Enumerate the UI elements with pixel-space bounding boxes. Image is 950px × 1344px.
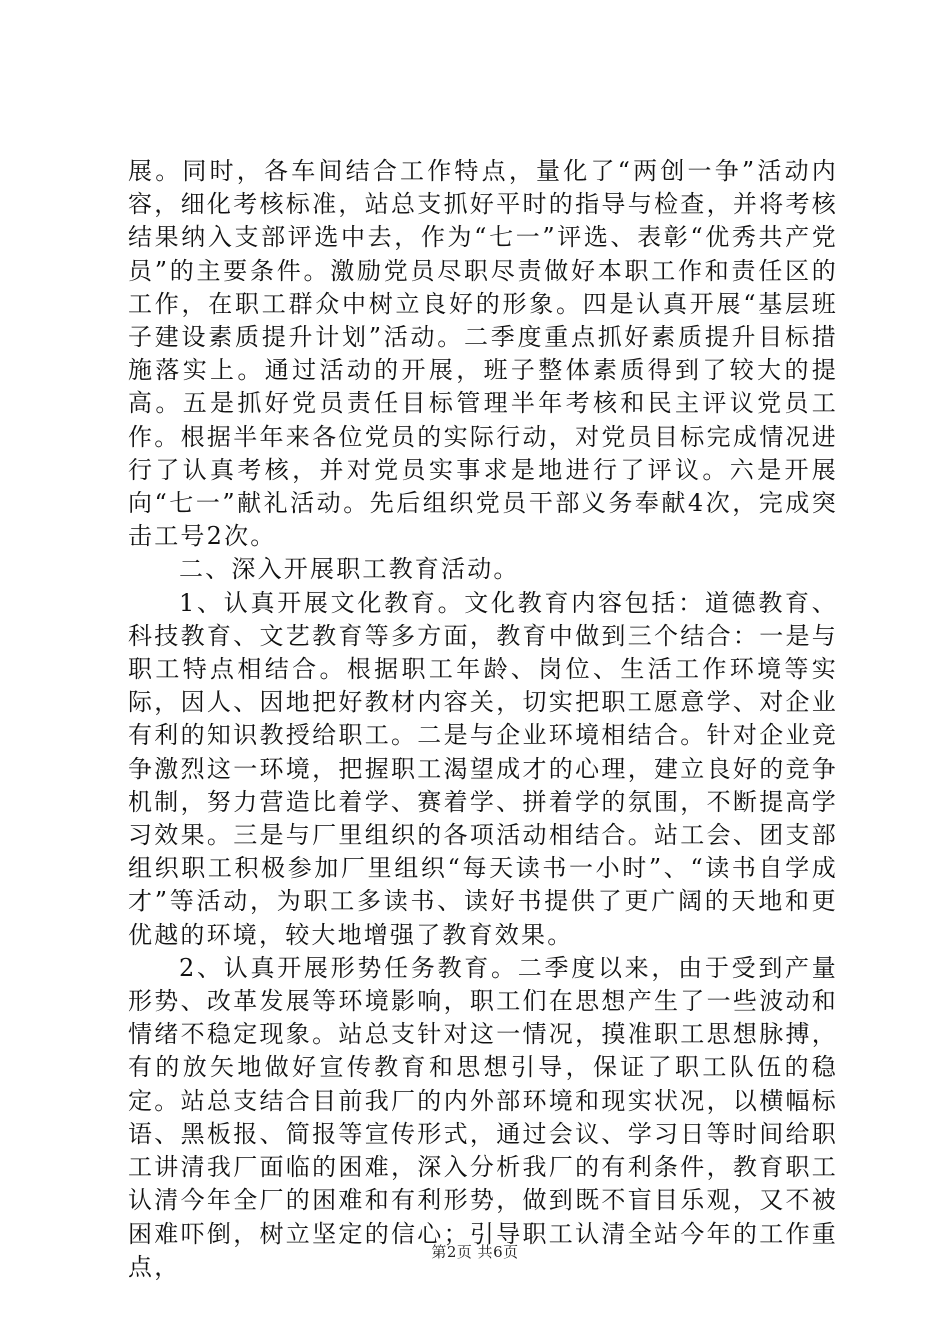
page-number-footer: 第2页 共6页 xyxy=(431,1243,519,1261)
paragraph-continuation: 展。同时，各车间结合工作特点，量化了“两创一争”活动内容，细化考核标准，站总支抓好平时的指导与检查，并将考核结果纳入支部评选中去，作为“七一”评选、表彰“优秀共产党员”的主要条件。激励党员尽职尽责做好本职工作和责任区的工作，在职工群众中树立良好的形象。四是认真开展“基层班子建设素质提升计划”活动。二季度重点抓好素质提升目标措施落实上。通过活动的开展，班子整体素质得到了较大的提高。五是抓好党员责任目标管理半年考核和民主评议党员工作。根据半年来各位党员的实际行动，对党员目标完成情况进行了认真考核，并对党员实事求是地进行了评议。六是开展向“七一”献礼活动。先后组织党员干部义务奉献4次，完成突击工号2次。 xyxy=(128,157,838,551)
document-body xyxy=(128,155,838,1284)
paragraph-cultural-education: 1、认真开展文化教育。文化教育内容包括：道德教育、科技教育、文艺教育等多方面，教育中做到三个结合：一是与职工特点相结合。根据职工年龄、岗位、生活工作环境等实际，因人、因地把好教材内容关，切实把职工愿意学、对企业有利的知识教授给职工。二是与企业环境相结合。针对企业竞争激烈这一环境，把握职工渴望成才的心理，建立良好的竞争机制，努力营造比着学、赛着学、拼着学的氛围，不断提高学习效果。三是与厂里组织的各项活动相结合。站工会、团支部组织职工积极参加厂里组织“每天读书一小时”、“读书自学成才”等活动，为职工多读书、读好书提供了更广阔的天地和更优越的环境，较大地增强了教育效果。 xyxy=(128,588,838,949)
paragraph-situation-education: 2、认真开展形势任务教育。二季度以来，由于受到产量形势、改革发展等环境影响，职工们在思想产生了一些波动和情绪不稳定现象。站总支针对这一情况，摸准职工思想脉搏，有的放矢地做好宣传教育和思想引导，保证了职工队伍的稳定。站总支结合目前我厂的内外部环境和现实状况，以横幅标语、黑板报、简报等宣传形式，通过会议、学习日等时间给职工讲清我厂面临的困难，深入分析我厂的有利条件，教育职工认清今年全厂的困难和有利形势，做到既不盲目乐观，又不被困难吓倒，树立坚定的信心；引导职工认清全站今年的工作重点， xyxy=(128,953,838,1281)
section-heading-employee-education: 二、深入开展职工教育活动。 xyxy=(179,555,520,584)
